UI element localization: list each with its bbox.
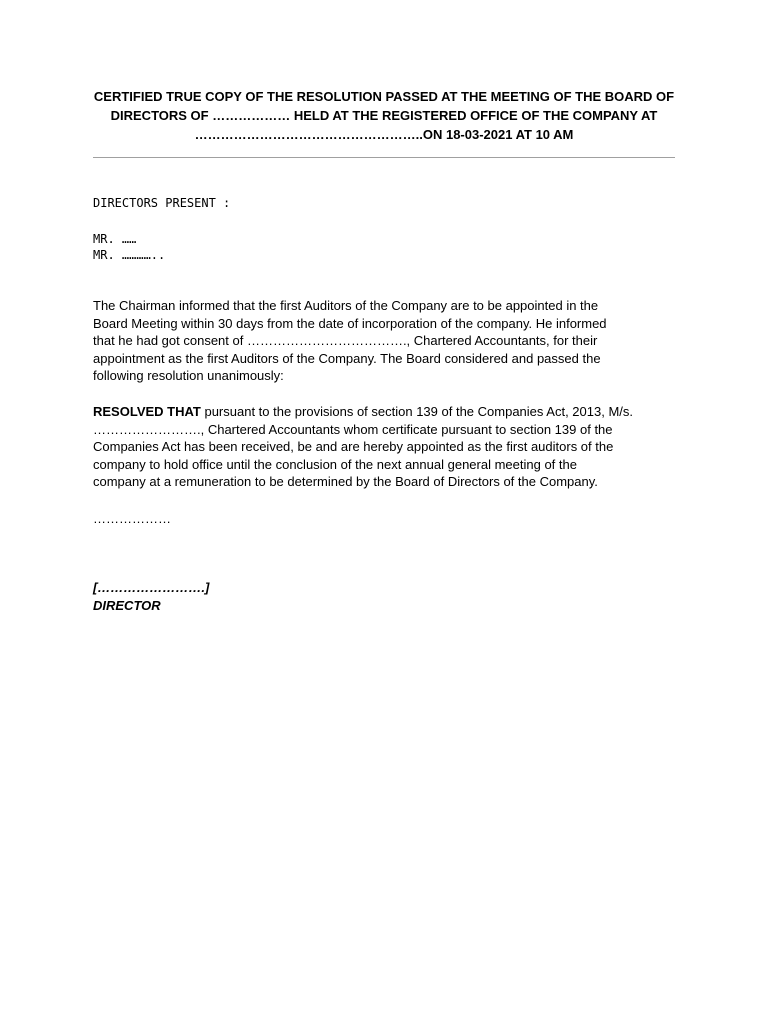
resolution-line-2: ……………………., Chartered Accountants whom certificate pursuant to section 139 of the xyxy=(93,421,613,437)
chairman-line-1: The Chairman informed that the first Auditors of the Company are to be appointed in the xyxy=(93,298,599,313)
title-line-1: CERTIFIED TRUE COPY OF THE RESOLUTION PASSED AT THE MEETING OF THE BOARD OF xyxy=(93,89,675,104)
resolution-title xyxy=(93,87,675,144)
title-line-2: DIRECTORS OF ……………… HELD AT THE REGISTERED OFFICE OF THE COMPANY AT xyxy=(110,108,658,123)
title-line-3: ……………………………………………..ON 18-03-2021 AT 10 AM xyxy=(194,127,574,142)
continuation-dots: ……………… xyxy=(93,511,171,526)
director-1: MR. …… xyxy=(93,232,137,246)
chairman-paragraph xyxy=(93,297,683,385)
chairman-line-2: Board Meeting within 30 days from the date of incorporation of the company. He informed xyxy=(93,315,607,331)
resolution-line-1-text: pursuant to the provisions of section 139 of the Companies Act, 2013, M/s. xyxy=(200,404,633,419)
resolved-that-label: RESOLVED THAT xyxy=(93,404,201,419)
resolution-line-1 xyxy=(93,403,683,421)
signature-title: DIRECTOR xyxy=(93,598,161,613)
resolution-paragraph xyxy=(93,403,683,491)
chairman-line-4: appointment as the first Auditors of the Company. The Board considered and passed the xyxy=(93,350,601,366)
resolution-line-5: company at a remuneration to be determined by the Board of Directors of the Company. xyxy=(93,474,598,490)
title-divider xyxy=(93,157,675,158)
resolution-line-3: Companies Act has been received, be and are hereby appointed as the first auditors of the xyxy=(93,439,614,455)
director-2: MR. ………….. xyxy=(93,248,166,262)
resolution-line-4: company to hold office until the conclusion of the next annual general meeting of the xyxy=(93,456,577,472)
chairman-line-5: following resolution unanimously: xyxy=(93,368,284,384)
chairman-line-3: that he had got consent of ………………………………., Chartered Accountants, for their xyxy=(93,333,598,349)
directors-present-label: DIRECTORS PRESENT : xyxy=(93,196,231,210)
signature-name: […………………….] xyxy=(93,580,210,595)
